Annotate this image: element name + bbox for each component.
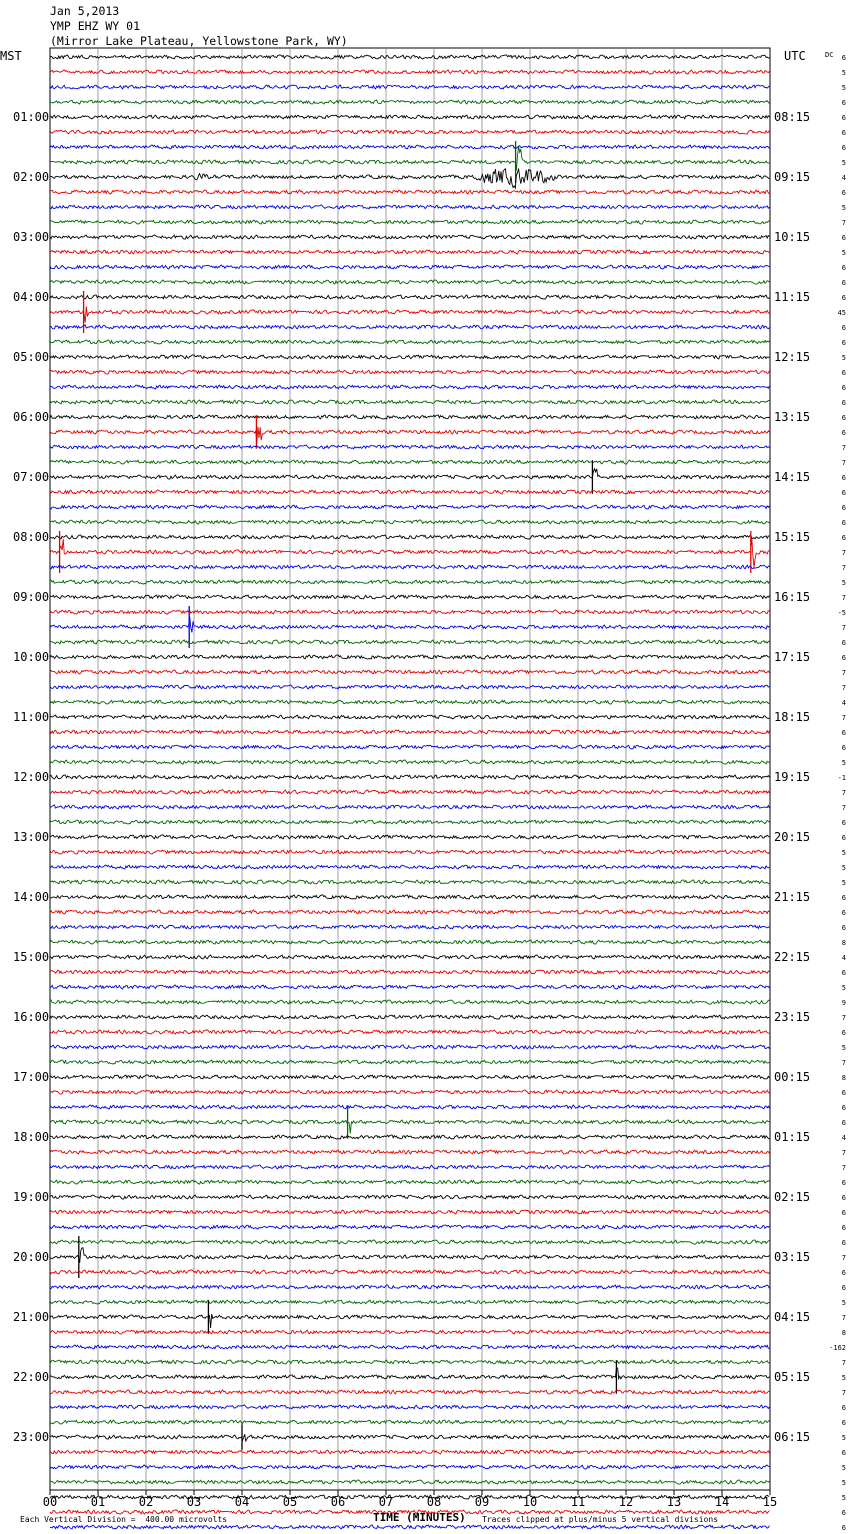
dc-offset-label: 5 bbox=[841, 1464, 846, 1472]
dc-offset-label: 6 bbox=[841, 54, 846, 62]
dc-offset-label: 6 bbox=[841, 489, 846, 497]
dc-offset-label: 6 bbox=[841, 639, 846, 647]
dc-offset-label: 6 bbox=[841, 819, 846, 827]
utc-hour-label: 19:15 bbox=[774, 770, 811, 784]
trace-row bbox=[50, 655, 769, 659]
trace-row bbox=[50, 955, 769, 959]
dc-offset-label: 6 bbox=[841, 279, 846, 287]
trace-row bbox=[50, 1150, 769, 1154]
trace-row bbox=[50, 415, 769, 419]
mst-hour-label: 15:00 bbox=[13, 950, 50, 964]
dc-offset-label: 7 bbox=[841, 714, 846, 722]
x-tick-label: 03 bbox=[186, 1495, 202, 1509]
trace-row bbox=[50, 100, 769, 104]
dc-offset-label: 6 bbox=[841, 1209, 846, 1217]
x-tick-label: 12 bbox=[618, 1495, 634, 1509]
trace-row bbox=[50, 1345, 769, 1349]
trace-row bbox=[50, 325, 769, 329]
mst-hour-label: 09:00 bbox=[13, 590, 50, 604]
trace-row bbox=[50, 730, 769, 734]
trace-row bbox=[50, 1368, 769, 1379]
trace-row bbox=[50, 520, 769, 524]
dc-offset-label: 7 bbox=[841, 1149, 846, 1157]
trace-row bbox=[50, 1450, 769, 1454]
dc-offset-label: 5 bbox=[841, 249, 846, 257]
x-tick-label: 15 bbox=[762, 1495, 778, 1509]
dc-offset-label: 6 bbox=[841, 1239, 846, 1247]
trace-row bbox=[50, 469, 769, 479]
trace-row bbox=[50, 1495, 769, 1499]
dc-offset-label: 7 bbox=[841, 624, 846, 632]
dc-offset-label: 4 bbox=[841, 174, 846, 182]
dc-offset-label: 6 bbox=[841, 264, 846, 272]
dc-offset-label: 6 bbox=[841, 114, 846, 122]
trace-row bbox=[50, 580, 769, 584]
dc-offset-label: 6 bbox=[841, 429, 846, 437]
trace-row bbox=[50, 820, 769, 824]
trace-row bbox=[50, 880, 769, 884]
trace-row bbox=[50, 295, 769, 299]
dc-offset-label: 8 bbox=[841, 939, 846, 947]
trace-row bbox=[50, 146, 769, 170]
trace-row bbox=[50, 895, 769, 899]
trace-row bbox=[50, 925, 769, 929]
trace-row bbox=[50, 1434, 769, 1441]
dc-offset-label: 5 bbox=[841, 579, 846, 587]
dc-offset-label: 6 bbox=[841, 99, 846, 107]
trace-row bbox=[50, 1075, 769, 1079]
dc-offset-label: 6 bbox=[841, 744, 846, 752]
trace-row bbox=[50, 835, 769, 839]
plot-frame bbox=[50, 48, 770, 1490]
trace-row bbox=[50, 538, 769, 567]
mst-hour-label: 20:00 bbox=[13, 1250, 50, 1264]
utc-hour-label: 08:15 bbox=[774, 110, 811, 124]
mst-hour-label: 06:00 bbox=[13, 410, 50, 424]
mst-hour-label: 21:00 bbox=[13, 1310, 50, 1324]
x-tick-label: 00 bbox=[42, 1495, 58, 1509]
mst-hour-label: 05:00 bbox=[13, 350, 50, 364]
trace-row bbox=[50, 970, 769, 974]
trace-row bbox=[50, 505, 769, 509]
dc-offset-label: 6 bbox=[841, 399, 846, 407]
dc-offset-label: 6 bbox=[841, 1524, 846, 1532]
trace-row bbox=[50, 490, 769, 494]
x-axis-label: TIME (MINUTES) bbox=[373, 1511, 466, 1524]
dc-offset-label: 6 bbox=[841, 1419, 846, 1427]
x-tick-label: 08 bbox=[426, 1495, 442, 1509]
trace-row bbox=[50, 70, 769, 74]
trace-row bbox=[50, 940, 769, 944]
trace-row bbox=[50, 1525, 769, 1529]
trace-row bbox=[50, 115, 769, 119]
x-tick-label: 04 bbox=[234, 1495, 250, 1509]
vertical-division-note: Each Vertical Division = 400.00 microvolts bbox=[20, 1515, 228, 1524]
dc-offset-label: 9 bbox=[841, 999, 846, 1007]
dc-offset-label: 7 bbox=[841, 1254, 846, 1262]
trace-row bbox=[50, 1135, 769, 1139]
dc-offset-label: 6 bbox=[841, 894, 846, 902]
mst-hour-label: 02:00 bbox=[13, 170, 50, 184]
trace-row bbox=[50, 55, 769, 59]
trace-row bbox=[50, 460, 769, 464]
dc-offset-label: 6 bbox=[841, 1194, 846, 1202]
dc-offset-label: 6 bbox=[841, 189, 846, 197]
dc-offset-label: -5 bbox=[837, 609, 846, 617]
dc-offset-label: 6 bbox=[841, 1179, 846, 1187]
mst-hour-label: 08:00 bbox=[13, 530, 50, 544]
dc-offset-label: 7 bbox=[841, 594, 846, 602]
trace-row bbox=[50, 145, 769, 149]
trace-row bbox=[50, 1390, 769, 1394]
trace-row bbox=[50, 1360, 769, 1364]
dc-offset-label: -162 bbox=[829, 1344, 846, 1352]
dc-offset-label: 5 bbox=[841, 1494, 846, 1502]
dc-offset-label: 5 bbox=[841, 1479, 846, 1487]
trace-row bbox=[50, 1045, 769, 1049]
dc-offset-label: 7 bbox=[841, 219, 846, 227]
trace-row bbox=[50, 565, 769, 569]
trace-row bbox=[50, 427, 769, 444]
dc-offset-label: 7 bbox=[841, 1164, 846, 1172]
dc-offset-label: 5 bbox=[841, 204, 846, 212]
trace-row bbox=[50, 700, 769, 704]
utc-hour-label: 00:15 bbox=[774, 1070, 811, 1084]
dc-offset-label: 7 bbox=[841, 1359, 846, 1367]
dc-offset-label: 7 bbox=[841, 804, 846, 812]
utc-hour-label: 12:15 bbox=[774, 350, 811, 364]
trace-row bbox=[50, 85, 769, 89]
mst-hour-label: 16:00 bbox=[13, 1010, 50, 1024]
dc-offset-label: 5 bbox=[841, 159, 846, 167]
dc-offset-label: 5 bbox=[841, 69, 846, 77]
trace-row bbox=[50, 595, 769, 599]
mst-hour-label: 10:00 bbox=[13, 650, 50, 664]
utc-hour-label: 16:15 bbox=[774, 590, 811, 604]
trace-row bbox=[50, 1420, 769, 1424]
clip-note: Traces clipped at plus/minus 5 vertical divisions bbox=[482, 1515, 719, 1524]
dc-offset-label: 6 bbox=[841, 1104, 846, 1112]
trace-row bbox=[50, 1000, 769, 1004]
dc-offset-label: 6 bbox=[841, 1404, 846, 1412]
trace-row bbox=[50, 265, 769, 269]
dc-offset-label: 7 bbox=[841, 1059, 846, 1067]
trace-row bbox=[50, 790, 769, 794]
dc-offset-label: 7 bbox=[841, 444, 846, 452]
dc-offset-label: 6 bbox=[841, 384, 846, 392]
dc-offset-label: 6 bbox=[841, 504, 846, 512]
trace-row bbox=[50, 1030, 769, 1034]
trace-row bbox=[50, 1248, 769, 1263]
utc-hour-label: 06:15 bbox=[774, 1430, 811, 1444]
dc-offset-label: 5 bbox=[841, 984, 846, 992]
trace-row bbox=[50, 307, 769, 323]
x-tick-label: 10 bbox=[522, 1495, 538, 1509]
trace-row bbox=[50, 910, 769, 914]
trace-row bbox=[50, 1405, 769, 1409]
utc-hour-label: 02:15 bbox=[774, 1190, 811, 1204]
dc-offset-label: 6 bbox=[841, 1089, 846, 1097]
dc-offset-label: 6 bbox=[841, 129, 846, 137]
mst-hour-label: 01:00 bbox=[13, 110, 50, 124]
dc-offset-label: 6 bbox=[841, 144, 846, 152]
dc-offset-label: 6 bbox=[841, 654, 846, 662]
trace-row bbox=[50, 1015, 769, 1019]
trace-row bbox=[50, 640, 769, 644]
trace-row bbox=[50, 805, 769, 809]
dc-offset-label: 6 bbox=[841, 234, 846, 242]
mst-hour-label: 18:00 bbox=[13, 1130, 50, 1144]
dc-offset-label: 6 bbox=[841, 909, 846, 917]
trace-row bbox=[50, 1240, 769, 1244]
left-axis-label: MST bbox=[0, 49, 22, 63]
utc-hour-label: 23:15 bbox=[774, 1010, 811, 1024]
utc-hour-label: 15:15 bbox=[774, 530, 811, 544]
dc-offset-label: 6 bbox=[841, 834, 846, 842]
mst-hour-label: 19:00 bbox=[13, 1190, 50, 1204]
trace-row bbox=[50, 1225, 769, 1229]
dc-offset-label: 6 bbox=[841, 969, 846, 977]
trace-row bbox=[50, 715, 769, 719]
x-tick-label: 11 bbox=[570, 1495, 586, 1509]
trace-row bbox=[50, 235, 769, 239]
x-tick-label: 09 bbox=[474, 1495, 490, 1509]
dc-offset-label: 7 bbox=[841, 1389, 846, 1397]
dc-offset-label: 4 bbox=[841, 954, 846, 962]
dc-offset-label: 8 bbox=[841, 1074, 846, 1082]
dc-offset-label: 7 bbox=[841, 564, 846, 572]
mst-hour-label: 17:00 bbox=[13, 1070, 50, 1084]
dc-offset-label: 5 bbox=[841, 879, 846, 887]
dc-offset-label: 6 bbox=[841, 924, 846, 932]
utc-hour-label: 04:15 bbox=[774, 1310, 811, 1324]
dc-offset-label: 6 bbox=[841, 369, 846, 377]
mst-hour-label: 13:00 bbox=[13, 830, 50, 844]
trace-row bbox=[50, 250, 769, 254]
dc-offset-label: 5 bbox=[841, 849, 846, 857]
plot-date: Jan 5,2013 bbox=[50, 4, 120, 18]
station-code: YMP EHZ WY 01 bbox=[50, 19, 141, 33]
trace-row bbox=[50, 385, 769, 389]
dc-offset-label: 7 bbox=[841, 459, 846, 467]
dc-offset-label: 6 bbox=[841, 474, 846, 482]
dc-offset-label: 7 bbox=[841, 1314, 846, 1322]
trace-row bbox=[50, 1105, 769, 1109]
trace-row bbox=[50, 1060, 769, 1064]
utc-hour-label: 18:15 bbox=[774, 710, 811, 724]
mst-hour-label: 22:00 bbox=[13, 1370, 50, 1384]
dc-offset-label: 7 bbox=[841, 1014, 846, 1022]
trace-row bbox=[50, 130, 769, 134]
dc-offset-label: 6 bbox=[841, 294, 846, 302]
dc-column-label: DC bbox=[825, 51, 834, 59]
dc-offset-label: 6 bbox=[841, 324, 846, 332]
mst-hour-label: 07:00 bbox=[13, 470, 50, 484]
utc-hour-label: 03:15 bbox=[774, 1250, 811, 1264]
utc-hour-label: 11:15 bbox=[774, 290, 811, 304]
dc-offset-label: 6 bbox=[841, 1119, 846, 1127]
trace-row bbox=[50, 1090, 769, 1094]
dc-offset-label: 6 bbox=[841, 1029, 846, 1037]
trace-row bbox=[50, 1165, 769, 1169]
dc-offset-label: 7 bbox=[841, 789, 846, 797]
dc-offset-label: 6 bbox=[841, 534, 846, 542]
utc-hour-label: 20:15 bbox=[774, 830, 811, 844]
utc-hour-label: 01:15 bbox=[774, 1130, 811, 1144]
mst-hour-label: 03:00 bbox=[13, 230, 50, 244]
dc-offset-label: 6 bbox=[841, 729, 846, 737]
dc-offset-label: 6 bbox=[841, 1449, 846, 1457]
trace-row bbox=[50, 1330, 769, 1334]
trace-row bbox=[50, 1195, 769, 1199]
right-axis-label: UTC bbox=[784, 49, 806, 63]
trace-row bbox=[50, 1465, 769, 1469]
trace-row bbox=[50, 775, 769, 779]
trace-row bbox=[50, 685, 769, 689]
trace-row bbox=[50, 1285, 769, 1289]
trace-row bbox=[50, 1314, 769, 1328]
trace-row bbox=[50, 400, 769, 404]
mst-hour-label: 14:00 bbox=[13, 890, 50, 904]
dc-offset-label: 4 bbox=[841, 699, 846, 707]
utc-hour-label: 13:15 bbox=[774, 410, 811, 424]
dc-offset-label: 7 bbox=[841, 549, 846, 557]
dc-offset-label: 45 bbox=[837, 309, 846, 317]
x-tick-label: 06 bbox=[330, 1495, 346, 1509]
utc-hour-label: 10:15 bbox=[774, 230, 811, 244]
dc-offset-label: 6 bbox=[841, 1224, 846, 1232]
dc-offset-label: 5 bbox=[841, 1374, 846, 1382]
dc-offset-label: 7 bbox=[841, 669, 846, 677]
trace-row bbox=[50, 610, 769, 614]
dc-offset-label: 5 bbox=[841, 354, 846, 362]
trace-row bbox=[50, 1120, 769, 1134]
dc-offset-label: 6 bbox=[841, 1284, 846, 1292]
trace-row bbox=[50, 220, 769, 224]
trace-row bbox=[50, 617, 769, 633]
mst-hour-label: 04:00 bbox=[13, 290, 50, 304]
trace-row bbox=[50, 865, 769, 869]
trace-row bbox=[50, 370, 769, 374]
trace-row bbox=[50, 1210, 769, 1214]
trace-row bbox=[50, 169, 769, 188]
trace-row bbox=[50, 190, 769, 194]
trace-row bbox=[50, 205, 769, 209]
x-tick-label: 02 bbox=[138, 1495, 154, 1509]
utc-hour-label: 22:15 bbox=[774, 950, 811, 964]
dc-offset-label: 6 bbox=[841, 414, 846, 422]
dc-offset-label: 6 bbox=[841, 339, 846, 347]
mst-hour-label: 23:00 bbox=[13, 1430, 50, 1444]
trace-row bbox=[50, 1300, 769, 1304]
station-location: (Mirror Lake Plateau, Yellowstone Park, WY) bbox=[50, 34, 348, 48]
utc-hour-label: 05:15 bbox=[774, 1370, 811, 1384]
x-tick-label: 01 bbox=[90, 1495, 106, 1509]
x-tick-label: 13 bbox=[666, 1495, 682, 1509]
trace-row bbox=[50, 850, 769, 854]
utc-hour-label: 09:15 bbox=[774, 170, 811, 184]
mst-hour-label: 11:00 bbox=[13, 710, 50, 724]
dc-offset-label: 6 bbox=[841, 1269, 846, 1277]
x-tick-label: 07 bbox=[378, 1495, 394, 1509]
dc-offset-label: 5 bbox=[841, 864, 846, 872]
x-tick-label: 05 bbox=[282, 1495, 298, 1509]
trace-row bbox=[50, 280, 769, 284]
dc-offset-label: 8 bbox=[841, 1329, 846, 1337]
trace-row bbox=[50, 1180, 769, 1184]
dc-offset-label: -1 bbox=[837, 774, 846, 782]
mst-hour-label: 12:00 bbox=[13, 770, 50, 784]
utc-hour-label: 14:15 bbox=[774, 470, 811, 484]
utc-hour-label: 21:15 bbox=[774, 890, 811, 904]
trace-row bbox=[50, 355, 769, 359]
trace-row bbox=[50, 445, 769, 449]
dc-offset-label: 6 bbox=[841, 519, 846, 527]
dc-offset-label: 5 bbox=[841, 1044, 846, 1052]
trace-row bbox=[50, 985, 769, 989]
dc-offset-label: 6 bbox=[841, 1509, 846, 1517]
dc-offset-label: 5 bbox=[841, 1434, 846, 1442]
dc-offset-label: 5 bbox=[841, 759, 846, 767]
trace-row bbox=[50, 340, 769, 344]
trace-row bbox=[50, 1270, 769, 1274]
trace-row bbox=[50, 670, 769, 674]
trace-row bbox=[50, 745, 769, 749]
trace-row bbox=[50, 535, 769, 539]
x-tick-label: 14 bbox=[714, 1495, 730, 1509]
trace-row bbox=[50, 760, 769, 764]
dc-offset-label: 4 bbox=[841, 1134, 846, 1142]
dc-offset-label: 5 bbox=[841, 84, 846, 92]
trace-row bbox=[50, 1480, 769, 1484]
utc-hour-label: 17:15 bbox=[774, 650, 811, 664]
dc-offset-label: 5 bbox=[841, 1299, 846, 1307]
dc-offset-label: 7 bbox=[841, 684, 846, 692]
